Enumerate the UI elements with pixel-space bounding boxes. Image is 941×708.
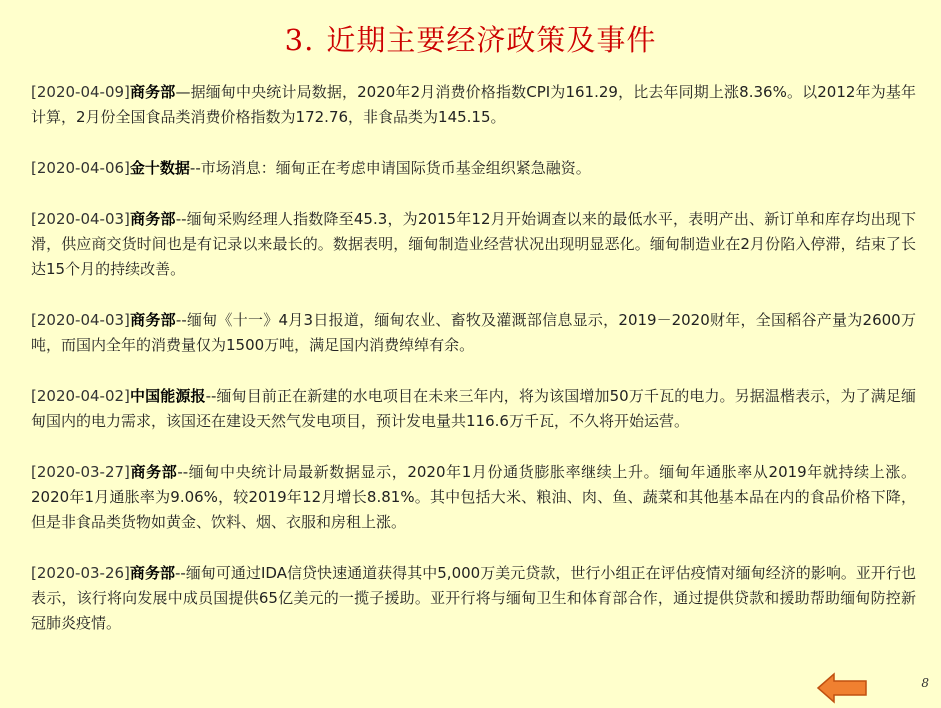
news-text: —据缅甸中央统计局数据，2020年2月消费价格指数CPI为161.29，比去年同期上涨8.36%。以2012年为基年计算，2月份全国食品类消费价格指数为172.76，非食品类为145.15。 [31, 83, 916, 126]
news-date: [2020-04-02] [31, 387, 130, 405]
news-source: 商务部 [129, 564, 175, 582]
news-text: --缅甸采购经理人指数降至45.3，为2015年12月开始调查以来的最低水平，表明产出、新订单和库存均出现下滑，供应商交货时间也是有记录以来最长的。数据表明，缅甸制造业经营状况出现明显恶化。缅甸制造业在2月份陷入停滞，结束了长达15个月的持续改善。 [31, 210, 916, 278]
news-item [31, 460, 916, 535]
news-source: 中国能源报 [129, 387, 206, 405]
news-source: 商务部 [129, 463, 178, 481]
news-list [31, 80, 916, 662]
news-text: --缅甸中央统计局最新数据显示，2020年1月份通货膨胀率继续上升。缅甸年通胀率从2019年就持续上涨。2020年1月通胀率为9.06%，较2019年12月增长8.81%。其中包括大米、粮油、肉、鱼、蔬菜和其他基本品在内的食品价格下降，但是非食品类货物如黄金、饮料、烟、衣服和房租上涨。 [31, 463, 916, 531]
page-title [0, 18, 941, 59]
news-item [31, 561, 916, 636]
news-date: [2020-03-26] [31, 564, 130, 582]
news-source: 商务部 [129, 311, 176, 329]
page-number: 8 [921, 676, 929, 690]
news-text: --市场消息：缅甸正在考虑申请国际货币基金组织紧急融资。 [189, 159, 591, 177]
news-date: [2020-04-06] [31, 159, 130, 177]
news-date: [2020-03-27] [31, 463, 130, 481]
news-date: [2020-04-03] [31, 210, 130, 228]
news-text: --缅甸目前正在新建的水电项目在未来三年内，将为该国增加50万千瓦的电力。另据温楷表示，为了满足缅甸国内的电力需求，该国还在建设天然气发电项目，预计发电量共116.6万千瓦，不久将开始运营。 [31, 387, 916, 430]
news-item [31, 80, 916, 130]
news-source: 商务部 [129, 210, 176, 228]
news-item [31, 308, 916, 358]
news-text: --缅甸《十一》4月3日报道，缅甸农业、畜牧及灌溉部信息显示，2019－2020财年，全国稻谷产量为2600万吨，而国内全年的消费量仅为1500万吨，满足国内消费绰绰有余。 [31, 311, 916, 354]
news-source: 商务部 [129, 83, 176, 101]
title-text: 近期主要经济政策及事件 [326, 23, 657, 57]
left-arrow-icon [816, 672, 868, 704]
back-button[interactable] [816, 672, 868, 704]
news-item [31, 384, 916, 434]
news-item [31, 207, 916, 282]
news-text: --缅甸可通过IDA信贷快速通道获得其中5,000万美元贷款，世行小组正在评估疫情对缅甸经济的影响。亚开行也表示，该行将向发展中成员国提供65亿美元的一揽子援助。亚开行将与缅甸卫生和体育部合作，通过提供贷款和援助帮助缅甸防控新冠肺炎疫情。 [31, 564, 916, 632]
news-date: [2020-04-09] [31, 83, 130, 101]
title-number: 3. [284, 23, 315, 57]
news-date: [2020-04-03] [31, 311, 130, 329]
news-source: 金十数据 [129, 159, 190, 177]
news-item [31, 156, 916, 181]
